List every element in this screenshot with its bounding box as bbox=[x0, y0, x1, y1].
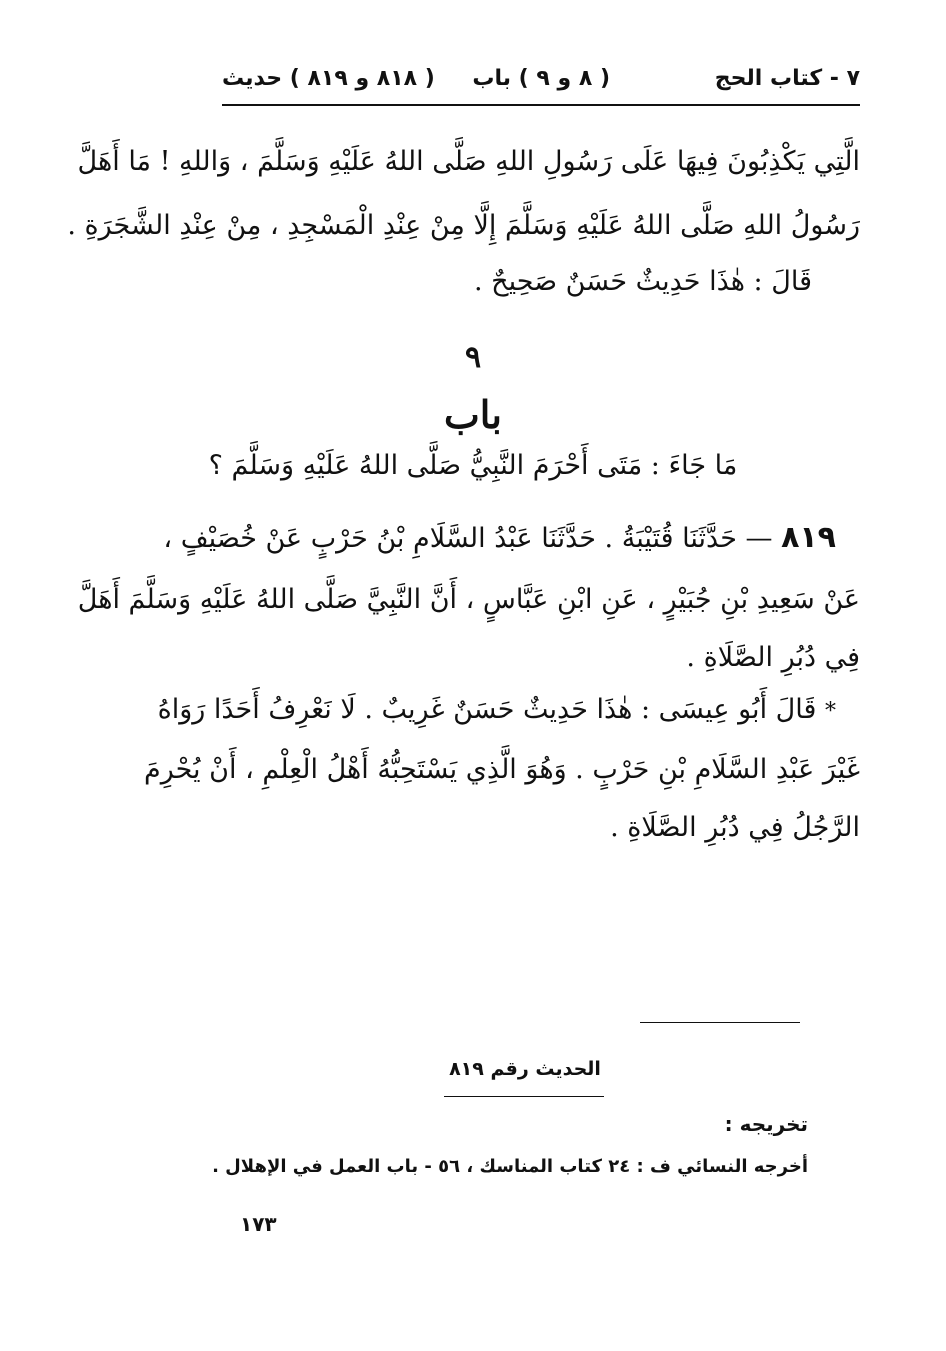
footnote-title: الحديث رقم ٨١٩ bbox=[449, 1058, 601, 1080]
chapter-title: باب bbox=[444, 392, 502, 437]
hadith-line-1 bbox=[163, 518, 836, 559]
passage-grading: قَالَ : هٰذَا حَدِيثٌ حَسَنٌ صَحِيحٌ . bbox=[474, 266, 812, 297]
note-line-1-text: قَالَ أَبُو عِيسَى : هٰذَا حَدِيثٌ حَسَنٌ غَرِيبٌ . لَا نَعْرِفُ أَحَدًا رَوَاهُ bbox=[157, 694, 817, 725]
hadith-line-3: فِي دُبُرِ الصَّلَاةِ . bbox=[686, 642, 860, 673]
note-line-1 bbox=[158, 690, 836, 732]
chapter-number: ٩ bbox=[464, 340, 482, 375]
footnote-title-underline bbox=[444, 1096, 604, 1097]
footnote-text: أخرجه النسائي ف : ٢٤ كتاب المناسك ، ٥٦ - باب العمل في الإهلال . bbox=[212, 1156, 808, 1177]
passage-line-1: الَّتِي يَكْذِبُونَ فِيهَا عَلَى رَسُولِ اللهِ صَلَّى اللهُ عَلَيْهِ وَسَلَّمَ ، وَاللهِ ! مَا أَهَلَّ bbox=[77, 146, 860, 177]
note-line-3: الرَّجُلُ فِي دُبُرِ الصَّلَاةِ . bbox=[610, 812, 860, 843]
hadith-line-2: عَنْ سَعِيدِ بْنِ جُبَيْرٍ ، عَنِ ابْنِ عَبَّاسٍ ، أَنَّ النَّبِيَّ صَلَّى اللهُ عَلَيْهِ وَسَلَّمَ أَهَلَّ bbox=[77, 584, 860, 615]
header-book-title: ٧ - كتاب الحج bbox=[714, 66, 860, 91]
hadith-number: ٨١٩ bbox=[781, 520, 836, 555]
header-rule bbox=[222, 104, 860, 106]
note-star: * bbox=[825, 699, 836, 724]
passage-line-2: رَسُولُ اللهِ صَلَّى اللهُ عَلَيْهِ وَسَلَّمَ إِلَّا مِنْ عِنْدِ الْمَسْجِدِ ، مِنْ عِنْدِ الشَّجَرَةِ . bbox=[67, 210, 860, 241]
footnote-separator bbox=[640, 1022, 800, 1023]
running-header bbox=[222, 58, 860, 104]
hadith-line-1-text: — حَدَّثَنَا قُتَيْبَةُ . حَدَّثَنَا عَبْدُ السَّلَامِ بْنُ حَرْبٍ عَنْ خُصَيْفٍ ، bbox=[163, 523, 773, 554]
header-chapter-range: ( ٨ و ٩ ) باب bbox=[472, 66, 610, 91]
page-number: ١٧٣ bbox=[240, 1212, 277, 1236]
footnote-label: تخريجه : bbox=[724, 1112, 808, 1136]
header-hadith-range: ( ٨١٨ و ٨١٩ ) حديث bbox=[222, 66, 435, 91]
chapter-subtitle: مَا جَاءَ : مَتَى أَحْرَمَ النَّبِيُّ صَلَّى اللهُ عَلَيْهِ وَسَلَّمَ ؟ bbox=[208, 450, 738, 481]
note-line-2: غَيْرَ عَبْدِ السَّلَامِ بْنِ حَرْبٍ . وَهُوَ الَّذِي يَسْتَحِبُّهُ أَهْلُ الْعِلْمِ ، أَنْ يُحْرِمَ bbox=[144, 754, 860, 785]
